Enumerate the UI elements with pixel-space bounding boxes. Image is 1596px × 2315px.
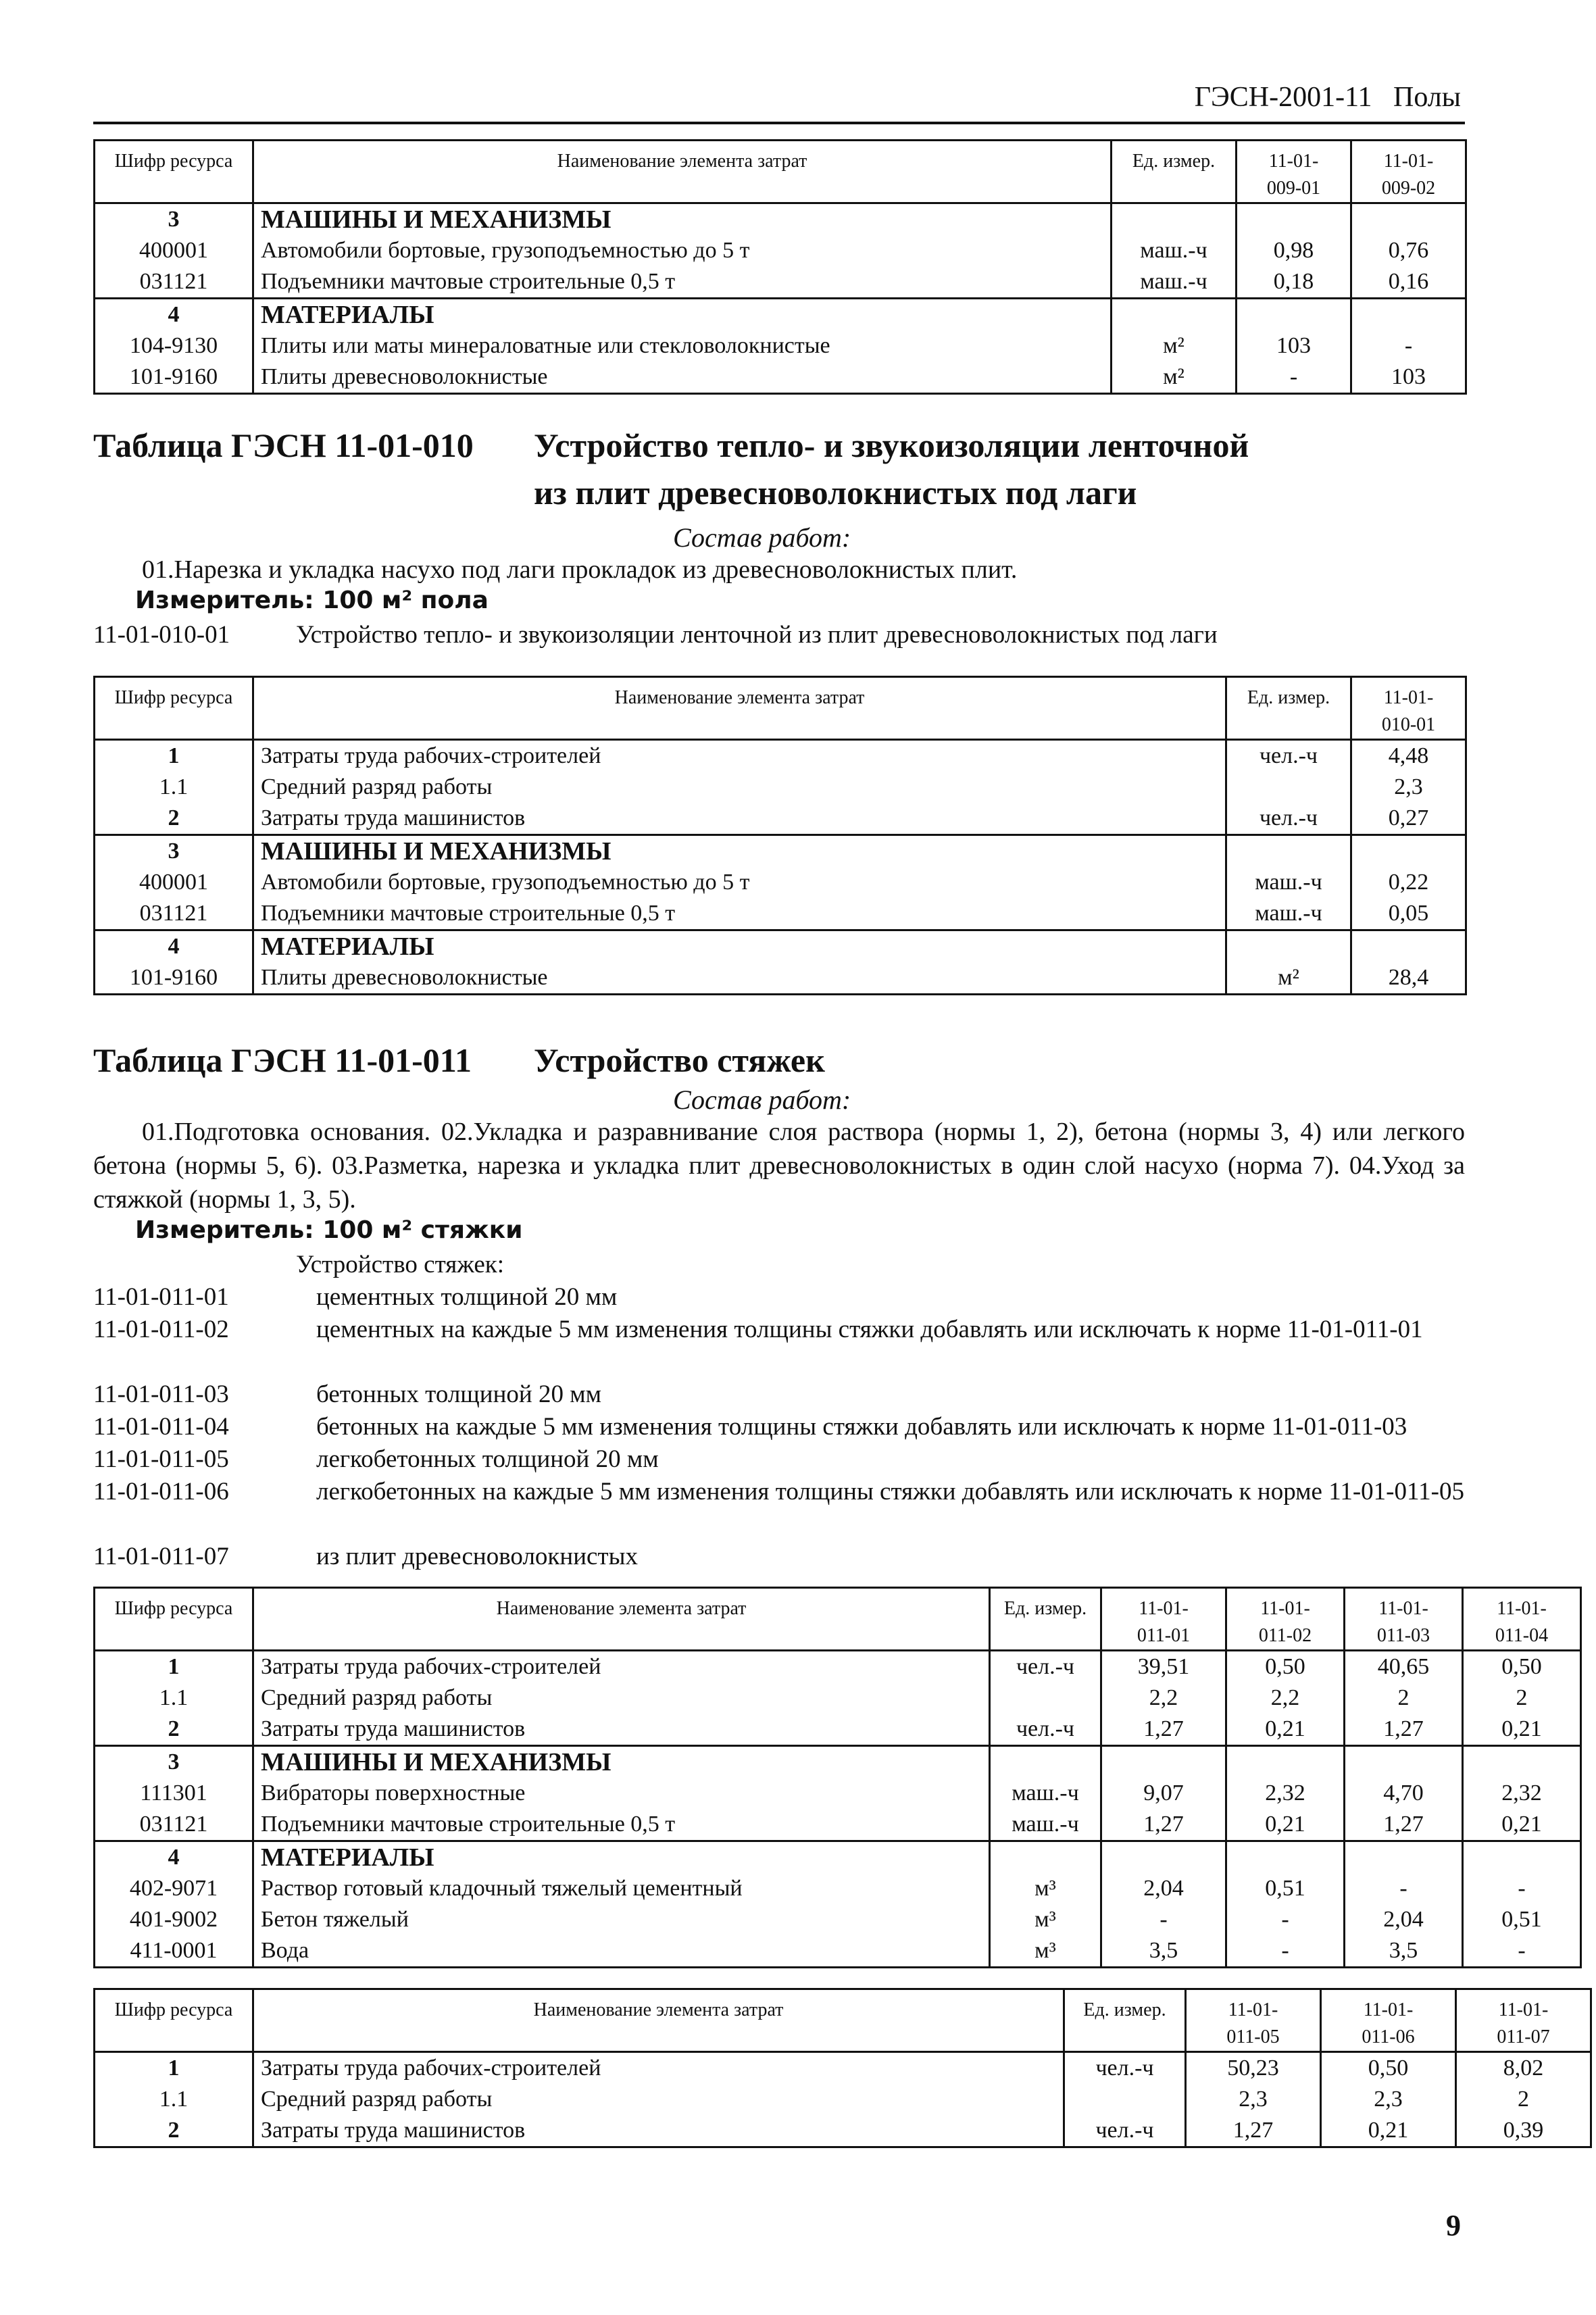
unit: м³ <box>990 1873 1101 1904</box>
norm-code: 11-01-011-05 <box>93 1445 229 1473</box>
work-composition-label-010: Состав работ: <box>673 522 851 553</box>
resource-code: 3 <box>95 203 253 236</box>
resource-code: 031121 <box>95 1809 253 1841</box>
table-title-010-line1: Устройство тепло- и звукоизоляции ленточной <box>534 426 1249 464</box>
table-title-010-line2: из плит древесноволокнистых под лаги <box>534 474 1137 512</box>
header-code: Шифр ресурса <box>95 1989 253 2052</box>
header-code: Шифр ресурса <box>95 1588 253 1651</box>
norm-value: - <box>1226 1935 1345 1968</box>
cost-element-name: Автомобили бортовые, грузоподъемностью до 5 т <box>253 235 1112 266</box>
resource-code: 1 <box>95 2052 253 2085</box>
section-row <box>95 835 1466 868</box>
cost-element-name: Затраты труда машинистов <box>253 2115 1064 2147</box>
norm-code: 11-01-010-01 <box>93 621 230 649</box>
cost-element-name: Подъемники мачтовые строительные 0,5 т <box>253 1809 990 1841</box>
table-row <box>95 2115 1591 2147</box>
running-header <box>1195 81 1461 114</box>
cost-element-name: Плиты или маты минераловатные или стекловолокнистые <box>253 330 1112 362</box>
table-row <box>95 1683 1581 1714</box>
unit: м³ <box>990 1935 1101 1968</box>
cost-element-name: Бетон тяжелый <box>253 1904 990 1935</box>
header-norm-code: 11-01- 011-01 <box>1101 1588 1226 1651</box>
resource-code: 1.1 <box>95 772 253 803</box>
unit <box>1226 772 1351 803</box>
norm-value: 0,39 <box>1456 2115 1591 2147</box>
resource-code: 4 <box>95 1841 253 1874</box>
resource-code: 031121 <box>95 898 253 930</box>
norm-value <box>1345 1746 1463 1778</box>
resource-code: 2 <box>95 1714 253 1746</box>
header-name: Наименование элемента затрат <box>253 1588 990 1651</box>
norm-description: цементных на каждые 5 мм изменения толщины стяжки добавлять или исключать к норме 11-01-011-01 <box>316 1316 1423 1343</box>
table-row <box>95 1809 1581 1841</box>
norm-description: бетонных на каждые 5 мм изменения толщины стяжки добавлять или исключать к норме 11-01-011-03 <box>316 1413 1407 1441</box>
resource-table-011-b <box>93 1988 1592 2148</box>
norm-value: 2 <box>1456 2084 1591 2115</box>
cost-element-name: Плиты древесноволокнистые <box>253 962 1226 995</box>
cost-element-name: Затраты труда рабочих-строителей <box>253 740 1226 772</box>
header-name: Наименование элемента затрат <box>253 677 1226 740</box>
norm-value: - <box>1237 362 1351 394</box>
norm-value <box>1345 1841 1463 1874</box>
doc-code: ГЭСН-2001-11 <box>1194 82 1372 113</box>
norm-description: из плит древесноволокнистых <box>316 1543 638 1570</box>
norm-value <box>1237 299 1351 331</box>
cost-element-name: МАШИНЫ И МЕХАНИЗМЫ <box>253 835 1226 868</box>
table-row <box>95 235 1466 266</box>
resource-code: 400001 <box>95 235 253 266</box>
unit: чел.-ч <box>1064 2115 1186 2147</box>
table-row <box>95 740 1466 772</box>
norm-code: 11-01-011-03 <box>93 1380 229 1408</box>
cost-element-name: Затраты труда машинистов <box>253 803 1226 835</box>
norm-value <box>1226 1841 1345 1874</box>
cost-element-name: Раствор готовый кладочный тяжелый цементный <box>253 1873 990 1904</box>
norm-value: 2,2 <box>1101 1683 1226 1714</box>
unit: маш.-ч <box>1226 898 1351 930</box>
norm-list-011 <box>93 1281 1465 1573</box>
unit: маш.-ч <box>1112 266 1237 299</box>
norm-value: 0,21 <box>1463 1809 1581 1841</box>
norm-value: - <box>1345 1873 1463 1904</box>
table-row <box>95 803 1466 835</box>
header-row <box>95 677 1466 740</box>
header-norm-code: 11-01- 011-05 <box>1186 1989 1321 2052</box>
unit <box>990 1841 1101 1874</box>
work-composition-label-011: Состав работ: <box>673 1085 851 1115</box>
resource-code: 3 <box>95 1746 253 1778</box>
resource-code: 031121 <box>95 266 253 299</box>
norm-value: 0,21 <box>1226 1809 1345 1841</box>
norm-value: 8,02 <box>1456 2052 1591 2085</box>
header-unit: Ед. измер. <box>1226 677 1351 740</box>
norm-list-010 <box>93 619 1465 659</box>
resource-code: 111301 <box>95 1778 253 1809</box>
work-description-010: 01.Нарезка и укладка насухо под лаги прокладок из древесноволокнистых плит. <box>142 555 1018 584</box>
norm-value: 2,04 <box>1345 1904 1463 1935</box>
unit: маш.-ч <box>990 1778 1101 1809</box>
table-title-011-label: Таблица ГЭСН 11-01-011 <box>93 1041 472 1079</box>
norm-value: 4,48 <box>1351 740 1466 772</box>
norm-description: легкобетонных на каждые 5 мм изменения толщины стяжки добавлять или исключать к норме 11-01-011-05 <box>316 1478 1464 1505</box>
table-row <box>95 898 1466 930</box>
resource-code: 1.1 <box>95 2084 253 2115</box>
resource-code: 1 <box>95 740 253 772</box>
norm-value <box>1226 1746 1345 1778</box>
norm-value: - <box>1463 1935 1581 1968</box>
cost-element-name: Средний разряд работы <box>253 2084 1064 2115</box>
norm-value: - <box>1463 1873 1581 1904</box>
header-code: Шифр ресурса <box>95 677 253 740</box>
resource-code: 4 <box>95 930 253 963</box>
section-row <box>95 1841 1581 1874</box>
resource-code: 2 <box>95 803 253 835</box>
table-row <box>95 1904 1581 1935</box>
norm-code: 11-01-011-02 <box>93 1316 229 1343</box>
norm-value: 39,51 <box>1101 1651 1226 1683</box>
cost-element-name: Плиты древесноволокнистые <box>253 362 1112 394</box>
norm-value: 0,21 <box>1321 2115 1456 2147</box>
norm-value: 2,04 <box>1101 1873 1226 1904</box>
resource-code: 411-0001 <box>95 1935 253 1968</box>
section-row <box>95 299 1466 331</box>
norm-description: легкобетонных толщиной 20 мм <box>316 1445 659 1473</box>
resource-code: 1 <box>95 1651 253 1683</box>
norm-value: 40,65 <box>1345 1651 1463 1683</box>
resource-code: 401-9002 <box>95 1904 253 1935</box>
resource-code: 402-9071 <box>95 1873 253 1904</box>
header-norm-code: 11-01- 010-01 <box>1351 677 1466 740</box>
norm-description: цементных толщиной 20 мм <box>316 1283 618 1311</box>
norm-value: 1,27 <box>1186 2115 1321 2147</box>
norm-value <box>1463 1841 1581 1874</box>
norm-description: Устройство тепло- и звукоизоляции ленточной из плит древесноволокнистых под лаги <box>296 621 1218 649</box>
resource-table-009 <box>93 139 1467 395</box>
unit <box>1112 203 1237 236</box>
norm-description: бетонных толщиной 20 мм <box>316 1380 602 1408</box>
header-row <box>95 141 1466 203</box>
norm-value: 2,3 <box>1321 2084 1456 2115</box>
norm-value: 1,27 <box>1101 1714 1226 1746</box>
table-row <box>95 2084 1591 2115</box>
unit <box>990 1683 1101 1714</box>
header-code: Шифр ресурса <box>95 141 253 203</box>
page-number: 9 <box>1446 2209 1461 2242</box>
norm-value: 0,18 <box>1237 266 1351 299</box>
norm-value: 0,76 <box>1351 235 1466 266</box>
unit: чел.-ч <box>990 1651 1101 1683</box>
header-norm-code: 11-01- 009-02 <box>1351 141 1466 203</box>
unit <box>1112 299 1237 331</box>
unit: маш.-ч <box>1226 867 1351 898</box>
resource-code: 400001 <box>95 867 253 898</box>
norm-value: 0,50 <box>1463 1651 1581 1683</box>
cost-element-name: Средний разряд работы <box>253 1683 990 1714</box>
norm-value <box>1351 930 1466 963</box>
header-norm-code: 11-01- 011-02 <box>1226 1588 1345 1651</box>
header-name: Наименование элемента затрат <box>253 141 1112 203</box>
cost-element-name: МАТЕРИАЛЫ <box>253 1841 990 1874</box>
resource-table-011-a <box>93 1587 1582 1968</box>
norm-value: 2 <box>1463 1683 1581 1714</box>
header-row <box>95 1989 1591 2052</box>
norm-value: 2 <box>1345 1683 1463 1714</box>
header-name: Наименование элемента затрат <box>253 1989 1064 2052</box>
unit: чел.-ч <box>990 1714 1101 1746</box>
norm-value: 0,22 <box>1351 867 1466 898</box>
cost-element-name: Затраты труда машинистов <box>253 1714 990 1746</box>
header-norm-code: 11-01- 011-04 <box>1463 1588 1581 1651</box>
unit: м² <box>1112 330 1237 362</box>
norm-subheading-011: Устройство стяжек: <box>296 1251 505 1278</box>
norm-value: - <box>1101 1904 1226 1935</box>
norm-value <box>1101 1841 1226 1874</box>
norm-code: 11-01-011-01 <box>93 1283 229 1311</box>
resource-code: 2 <box>95 2115 253 2147</box>
unit <box>990 1746 1101 1778</box>
norm-value: 0,21 <box>1226 1714 1345 1746</box>
header-unit: Ед. измер. <box>1064 1989 1186 2052</box>
table-row <box>95 330 1466 362</box>
resource-code: 1.1 <box>95 1683 253 1714</box>
norm-value: 9,07 <box>1101 1778 1226 1809</box>
header-norm-code: 11-01- 011-06 <box>1321 1989 1456 2052</box>
cost-element-name: Затраты труда рабочих-строителей <box>253 1651 990 1683</box>
norm-value: 2,3 <box>1186 2084 1321 2115</box>
norm-value: 3,5 <box>1345 1935 1463 1968</box>
norm-value <box>1351 203 1466 236</box>
cost-element-name: МАШИНЫ И МЕХАНИЗМЫ <box>253 1746 990 1778</box>
unit: чел.-ч <box>1226 740 1351 772</box>
table-row <box>95 2052 1591 2085</box>
unit: маш.-ч <box>990 1809 1101 1841</box>
unit: м² <box>1226 962 1351 995</box>
norm-value: 103 <box>1237 330 1351 362</box>
measure-011: Измеритель: 100 м² стяжки <box>135 1216 523 1244</box>
section-row <box>95 203 1466 236</box>
norm-value <box>1237 203 1351 236</box>
norm-value: 2,32 <box>1463 1778 1581 1809</box>
table-row <box>95 772 1466 803</box>
cost-element-name: МАТЕРИАЛЫ <box>253 299 1112 331</box>
section-row <box>95 930 1466 963</box>
unit <box>1226 930 1351 963</box>
unit: чел.-ч <box>1064 2052 1186 2085</box>
norm-code: 11-01-011-04 <box>93 1413 229 1441</box>
cost-element-name: Подъемники мачтовые строительные 0,5 т <box>253 898 1226 930</box>
unit: маш.-ч <box>1112 235 1237 266</box>
section-row <box>95 1746 1581 1778</box>
table-row <box>95 362 1466 394</box>
header-norm-code: 11-01- 009-01 <box>1237 141 1351 203</box>
norm-value: 0,27 <box>1351 803 1466 835</box>
resource-code: 101-9160 <box>95 362 253 394</box>
norm-value: 3,5 <box>1101 1935 1226 1968</box>
cost-element-name: Вибраторы поверхностные <box>253 1778 990 1809</box>
norm-value: 0,50 <box>1226 1651 1345 1683</box>
header-rule <box>93 122 1465 124</box>
norm-value: 0,51 <box>1463 1904 1581 1935</box>
cost-element-name: Автомобили бортовые, грузоподъемностью до 5 т <box>253 867 1226 898</box>
norm-value: 50,23 <box>1186 2052 1321 2085</box>
unit: м² <box>1112 362 1237 394</box>
norm-value <box>1351 299 1466 331</box>
norm-code: 11-01-011-06 <box>93 1478 229 1505</box>
norm-value: 1,27 <box>1101 1809 1226 1841</box>
cost-element-name: Затраты труда рабочих-строителей <box>253 2052 1064 2085</box>
norm-value <box>1351 835 1466 868</box>
table-row <box>95 1935 1581 1968</box>
unit <box>1064 2084 1186 2115</box>
norm-value: 2,32 <box>1226 1778 1345 1809</box>
norm-value: 0,51 <box>1226 1873 1345 1904</box>
table-title-010-label: Таблица ГЭСН 11-01-010 <box>93 426 474 464</box>
norm-code: 11-01-011-07 <box>93 1543 229 1570</box>
norm-value: 4,70 <box>1345 1778 1463 1809</box>
resource-code: 104-9130 <box>95 330 253 362</box>
measure-010: Измеритель: 100 м² пола <box>135 587 489 614</box>
unit: м³ <box>990 1904 1101 1935</box>
norm-value: 1,27 <box>1345 1809 1463 1841</box>
unit: чел.-ч <box>1226 803 1351 835</box>
table-title-011-line1: Устройство стяжек <box>534 1041 825 1079</box>
table-row <box>95 1873 1581 1904</box>
norm-value: 28,4 <box>1351 962 1466 995</box>
cost-element-name: МАТЕРИАЛЫ <box>253 930 1226 963</box>
norm-value: 2,2 <box>1226 1683 1345 1714</box>
cost-element-name: Подъемники мачтовые строительные 0,5 т <box>253 266 1112 299</box>
section-name: Полы <box>1393 82 1461 113</box>
table-row <box>95 1778 1581 1809</box>
norm-value: - <box>1226 1904 1345 1935</box>
cost-element-name: МАШИНЫ И МЕХАНИЗМЫ <box>253 203 1112 236</box>
table-row <box>95 266 1466 299</box>
header-unit: Ед. измер. <box>1112 141 1237 203</box>
cost-element-name: Вода <box>253 1935 990 1968</box>
header-unit: Ед. измер. <box>990 1588 1101 1651</box>
norm-value: 0,98 <box>1237 235 1351 266</box>
norm-value: 0,50 <box>1321 2052 1456 2085</box>
norm-value: 0,05 <box>1351 898 1466 930</box>
table-row <box>95 1714 1581 1746</box>
table-row <box>95 962 1466 995</box>
norm-value <box>1463 1746 1581 1778</box>
cost-element-name: Средний разряд работы <box>253 772 1226 803</box>
norm-value <box>1101 1746 1226 1778</box>
resource-code: 3 <box>95 835 253 868</box>
norm-value: - <box>1351 330 1466 362</box>
work-description-011: 01.Подготовка основания. 02.Укладка и разравнивание слоя раствора (нормы 1, 2), бетона (нормы 3, 4) или легкого бетона (нормы 5, 6). 03.Разметка, нарезка и укладка плит древесноволокнистых в один слой насухо (норма 7). 04.Уход за стяжкой (нормы 1, 3, 5). <box>93 1118 1465 1214</box>
header-norm-code: 11-01- 011-03 <box>1345 1588 1463 1651</box>
header-norm-code: 11-01- 011-07 <box>1456 1989 1591 2052</box>
resource-table-010 <box>93 676 1467 995</box>
norm-value: 103 <box>1351 362 1466 394</box>
norm-value: 1,27 <box>1345 1714 1463 1746</box>
norm-value: 2,3 <box>1351 772 1466 803</box>
table-row <box>95 867 1466 898</box>
resource-code: 4 <box>95 299 253 331</box>
norm-value: 0,21 <box>1463 1714 1581 1746</box>
unit <box>1226 835 1351 868</box>
norm-value: 0,16 <box>1351 266 1466 299</box>
table-row <box>95 1651 1581 1683</box>
resource-code: 101-9160 <box>95 962 253 995</box>
header-row <box>95 1588 1581 1651</box>
